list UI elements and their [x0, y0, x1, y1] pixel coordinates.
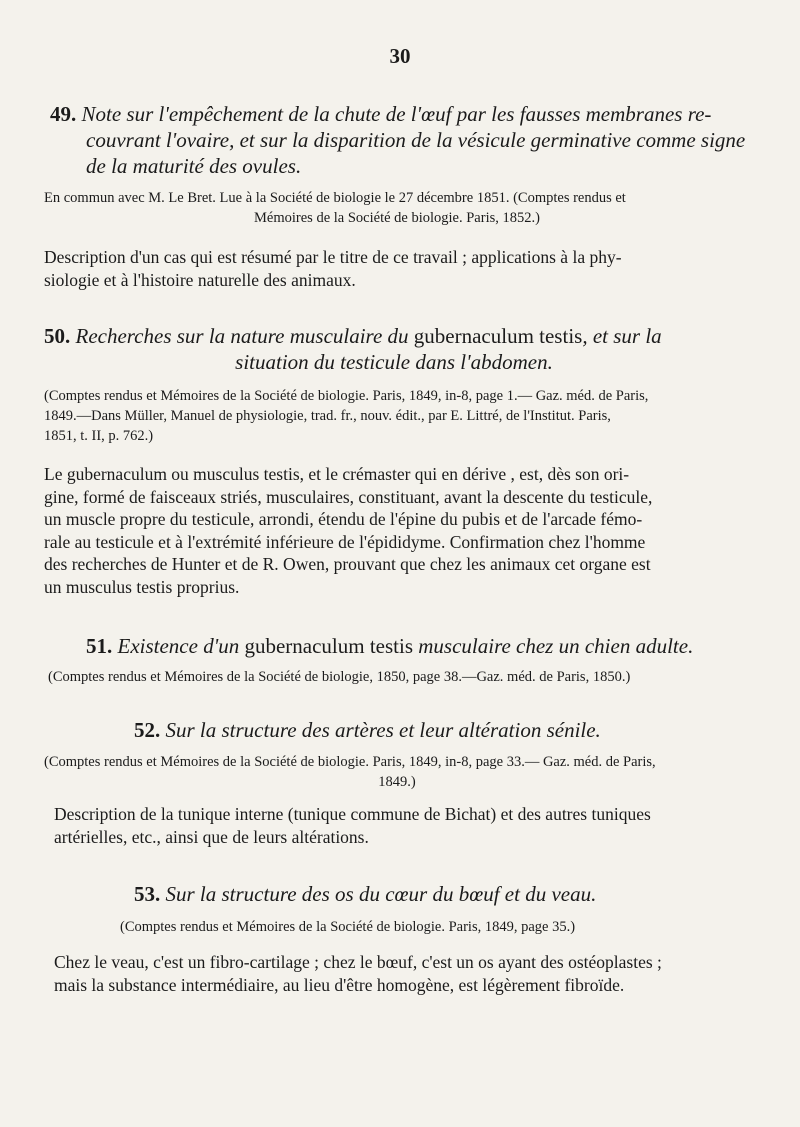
- entry-53-reference: (Comptes rendus et Mémoires de la Société de biologie. Paris, 1849, page 35.): [120, 919, 576, 935]
- entry-49-title-line-3: de la maturité des ovules.: [86, 154, 302, 178]
- entry-52-reference: (Comptes rendus et Mémoires de la Société de biologie. Paris, 1849, in-8, page 33.— Gaz. méd. de Paris, 1849.): [44, 754, 656, 790]
- entry-49-title: [50, 101, 750, 179]
- entry-50-title: [44, 323, 744, 375]
- entry-51-reference: (Comptes rendus et Mémoires de la Société de biologie, 1850, page 38.—Gaz. méd. de Paris, 1850.): [48, 669, 631, 685]
- entry-50-title-line-1: 50. Recherches sur la nature musculaire du gubernaculum testis, et sur la: [44, 324, 662, 348]
- entry-52-title: 52. Sur la structure des artères et leur altération sénile.: [134, 718, 601, 742]
- entry-51-title: 51. Existence d'un gubernaculum testis musculaire chez un chien adulte.: [86, 634, 694, 658]
- entry-52-description: Description de la tunique interne (tunique commune de Bichat) et des autres tuniques artérielles, etc., ainsi que de leurs altérations.: [54, 804, 651, 847]
- entry-50-reference: (Comptes rendus et Mémoires de la Société de biologie. Paris, 1849, in-8, page 1.— Gaz. méd. de Paris, 1849.—Dans Müller, Manuel de physiologie, trad. fr., nouv. édit., par E. Littré, de l'Institut. Paris, 1851, t. II, p. 762.): [44, 388, 649, 444]
- entry-49-title-line-1: 49. Note sur l'empêchement de la chute de l'œuf par les fausses membranes re-: [50, 102, 712, 126]
- entry-50-description: Le gubernaculum ou musculus testis, et le crémaster qui en dérive , est, dès son ori- gine, formé de faisceaux striés, musculaires, constituant, avant la descente du testicule, un muscle propre du testicule, arrondi, étendu de l'épine du pubis et de l'arcade fémo- rale au testicule et à l'extrémité inférieure de l'épididyme. Confirmation chez l'homme des recherches de Hunter et de R. Owen, prouvant que chez les animaux cet organe est un musculus testis proprius.: [44, 464, 653, 597]
- entry-53-title: 53. Sur la structure des os du cœur du bœuf et du veau.: [134, 882, 597, 906]
- entry-49-title-line-2: couvrant l'ovaire, et sur la disparition de la vésicule germinative comme signe: [86, 128, 746, 152]
- entry-50-title-line-2: situation du testicule dans l'abdomen.: [235, 350, 553, 374]
- entry-49-reference: En commun avec M. Le Bret. Lue à la Société de biologie le 27 décembre 1851. (Comptes rendus et Mémoires de la Société de biologie. Paris, 1852.): [44, 190, 626, 226]
- page-number: 30: [389, 44, 411, 68]
- entry-49-description: Description d'un cas qui est résumé par le titre de ce travail ; applications à la phy- siologie et à l'histoire naturelle des animaux.: [44, 247, 622, 290]
- entry-53-description: Chez le veau, c'est un fibro-cartilage ; chez le bœuf, c'est un os ayant des ostéoplastes ; mais la substance intermédiaire, au lieu d'être homogène, est légèrement fibroïde.: [54, 952, 662, 995]
